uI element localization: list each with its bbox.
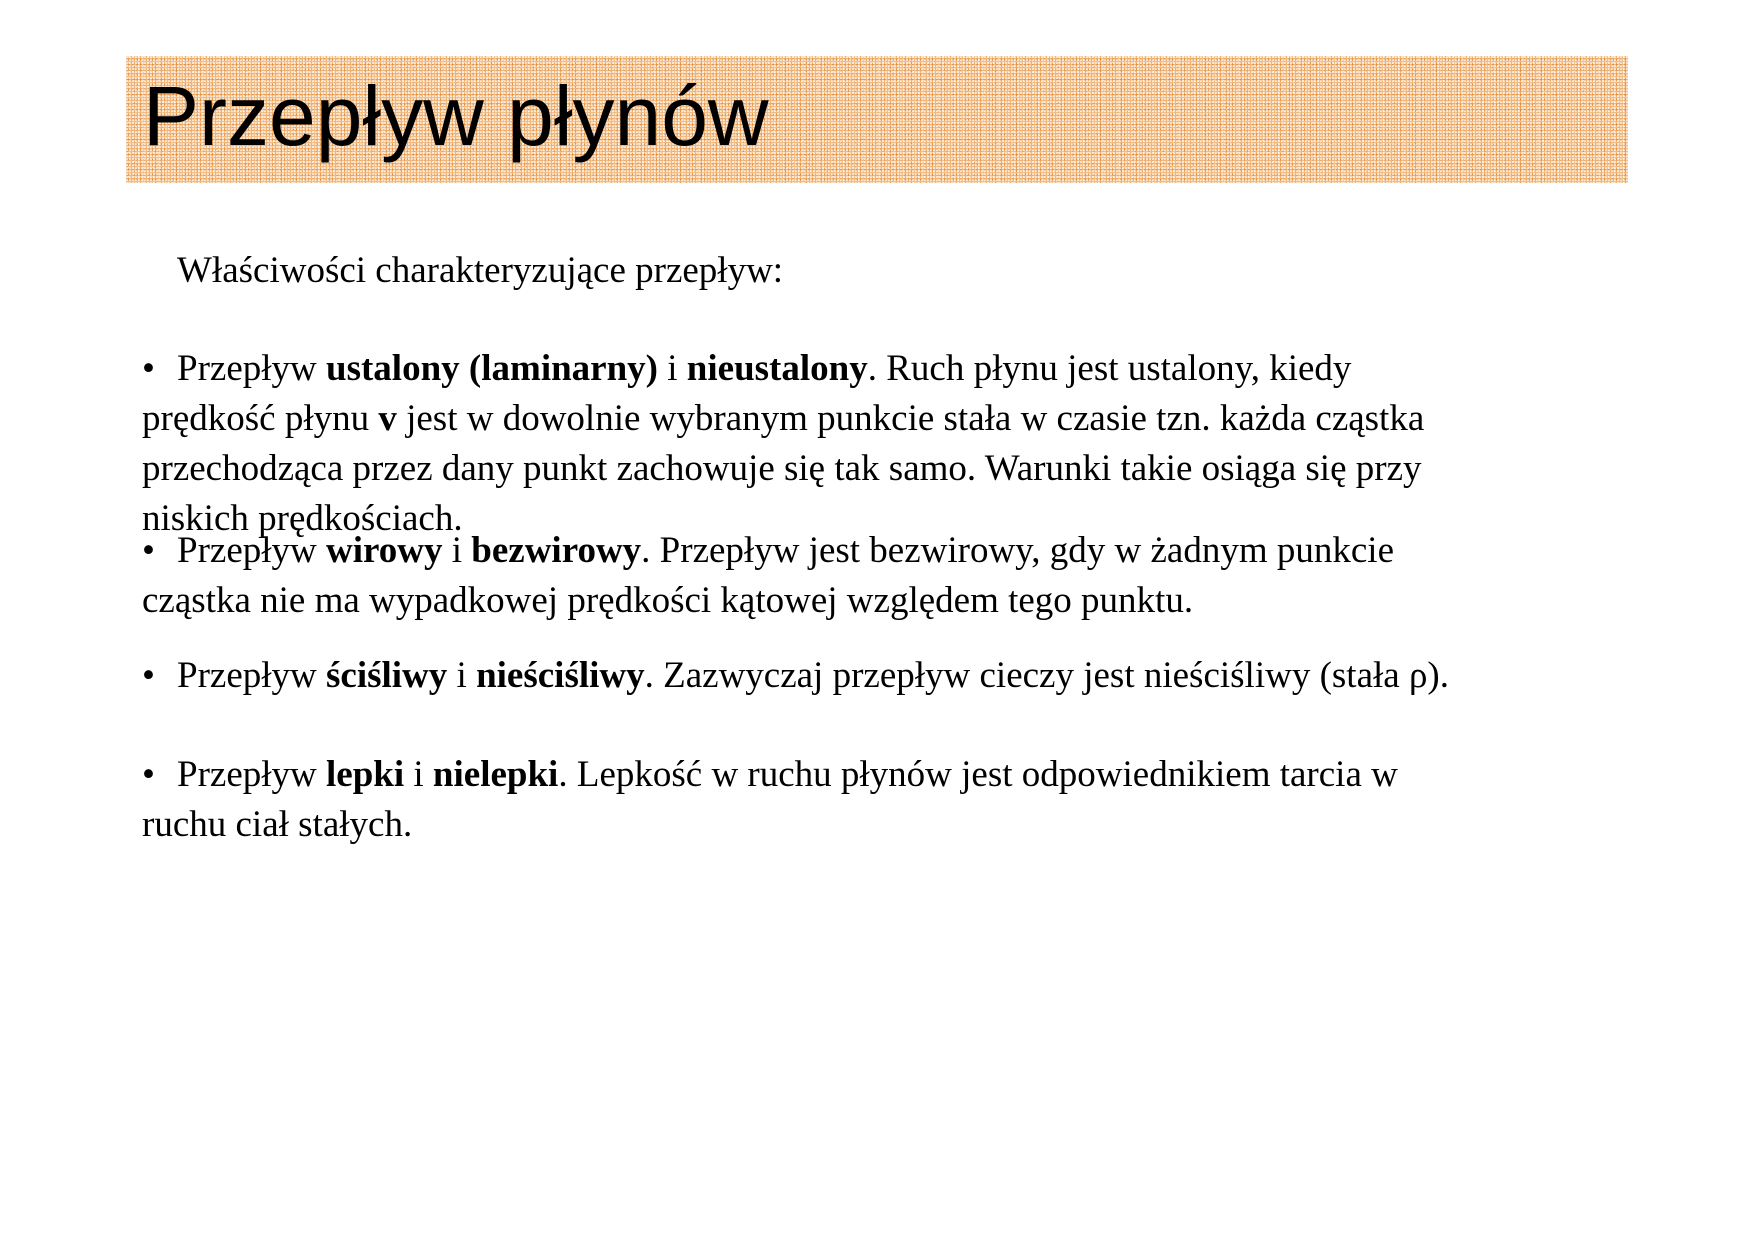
bullet-marker: • <box>142 655 155 696</box>
text-segment: ruchu ciał stałych. <box>142 804 413 845</box>
text-segment: i <box>442 530 472 571</box>
text-segment: niskich prędkościach. <box>142 498 463 539</box>
bold-term: nieściśliwy <box>476 655 645 696</box>
text-segment: Przepływ <box>177 655 326 696</box>
text-segment: cząstka nie ma wypadkowej prędkości kątowej względem tego punktu. <box>142 580 1194 621</box>
bold-term: ściśliwy <box>326 655 448 696</box>
bullet-3-line-1 <box>177 657 1449 694</box>
text-segment: prędkość płynu <box>142 398 379 439</box>
text-segment: . Lepkość w ruchu płynów jest odpowiednikiem tarcia w <box>558 754 1398 795</box>
text-segment: Przepływ <box>177 348 326 389</box>
bullet-2-line-1 <box>177 532 1394 569</box>
bullet-marker: • <box>142 754 155 795</box>
bullet-marker: • <box>142 530 155 571</box>
bold-term: v <box>378 398 397 439</box>
text-segment: . Zazwyczaj przepływ cieczy jest nieściśliwy (stała ρ). <box>644 655 1449 696</box>
text-segment: Przepływ <box>177 530 326 571</box>
bold-term: bezwirowy <box>471 530 642 571</box>
bold-term: ustalony (laminarny) <box>326 348 659 389</box>
text-segment: . Przepływ jest bezwirowy, gdy w żadnym punkcie <box>641 530 1394 571</box>
intro-text: Właściwości charakteryzujące przepływ: <box>177 250 784 291</box>
bold-term: nieustalony <box>686 348 868 389</box>
text-segment: i <box>447 655 477 696</box>
bullet-4-line-1 <box>177 756 1398 793</box>
bullet-2-line-2 <box>142 582 1193 619</box>
slide-title: Przepływ płynów <box>143 69 769 163</box>
bold-term: lepki <box>326 754 405 795</box>
text-segment: i <box>404 754 433 795</box>
bullet-1-line-2 <box>142 400 1424 437</box>
bullet-marker: • <box>142 348 155 389</box>
text-segment: przechodząca przez dany punkt zachowuje się tak samo. Warunki takie osiąga się przy <box>142 448 1422 489</box>
bold-term: nielepki <box>432 754 559 795</box>
bullet-4-line-2 <box>142 806 412 843</box>
bold-term: wirowy <box>326 530 443 571</box>
bullet-1-line-1 <box>177 350 1351 387</box>
text-segment: jest w dowolnie wybranym punkcie stała w czasie tzn. każda cząstka <box>396 398 1425 439</box>
text-segment: Przepływ <box>177 754 326 795</box>
text-segment: . Ruch płynu jest ustalony, kiedy <box>867 348 1352 389</box>
text-segment: i <box>658 348 687 389</box>
bullet-1-line-3 <box>142 450 1422 487</box>
